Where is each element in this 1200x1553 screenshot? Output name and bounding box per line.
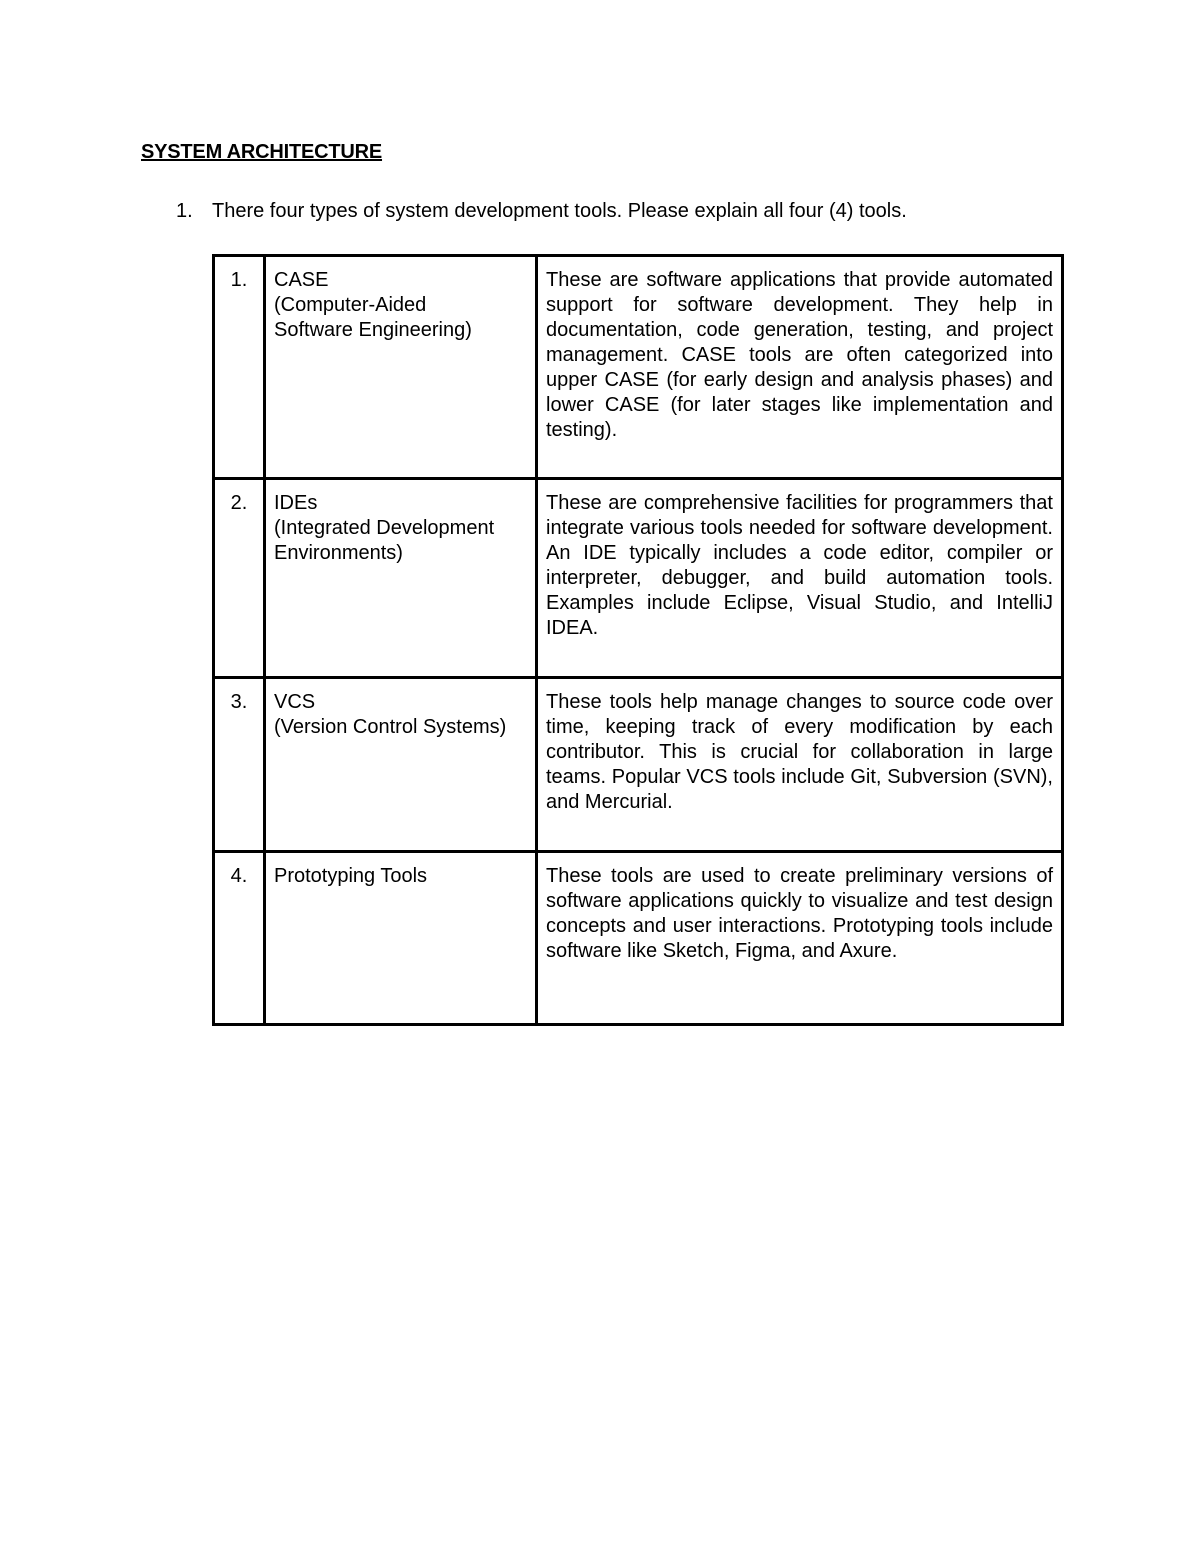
tool-name: VCS (Version Control Systems) — [265, 678, 537, 852]
page-title: SYSTEM ARCHITECTURE — [141, 141, 383, 163]
tool-description: These tools help manage changes to source code over time, keeping track of every modification by each contributor. This is crucial for collaboration in large teams. Popular VCS tools include Git, Subversion (SVN), and Mercurial. — [537, 678, 1063, 852]
tool-name: Prototyping Tools — [265, 852, 537, 1025]
question-1 — [176, 200, 907, 223]
tool-name: CASE (Computer-Aided Software Engineering) — [265, 256, 537, 479]
tool-description: These tools are used to create preliminary versions of software applications quickly to visualize and test design concepts and user interactions. Prototyping tools include software like Sketch, Figma, and Axure. — [537, 852, 1063, 1025]
row-number: 3. — [214, 678, 265, 852]
tool-name: IDEs (Integrated Development Environments) — [265, 479, 537, 678]
table-row — [214, 479, 1063, 678]
tool-description: These are software applications that provide automated support for software development. They help in documentation, code generation, testing, and project management. CASE tools are often categorized into upper CASE (for early design and analysis phases) and lower CASE (for later stages like implementation and testing). — [537, 256, 1063, 479]
table-row — [214, 852, 1063, 1025]
question-number: 1. — [176, 200, 193, 222]
table-row — [214, 678, 1063, 852]
row-number: 4. — [214, 852, 265, 1025]
question-text: There four types of system development tools. Please explain all four (4) tools. — [212, 200, 907, 222]
row-number: 1. — [214, 256, 265, 479]
tools-table — [212, 254, 1064, 1026]
tool-description: These are comprehensive facilities for programmers that integrate various tools needed for software development. An IDE typically includes a code editor, compiler or interpreter, debugger, and build automation tools. Examples include Eclipse, Visual Studio, and IntelliJ IDEA. — [537, 479, 1063, 678]
table-row — [214, 256, 1063, 479]
row-number: 2. — [214, 479, 265, 678]
